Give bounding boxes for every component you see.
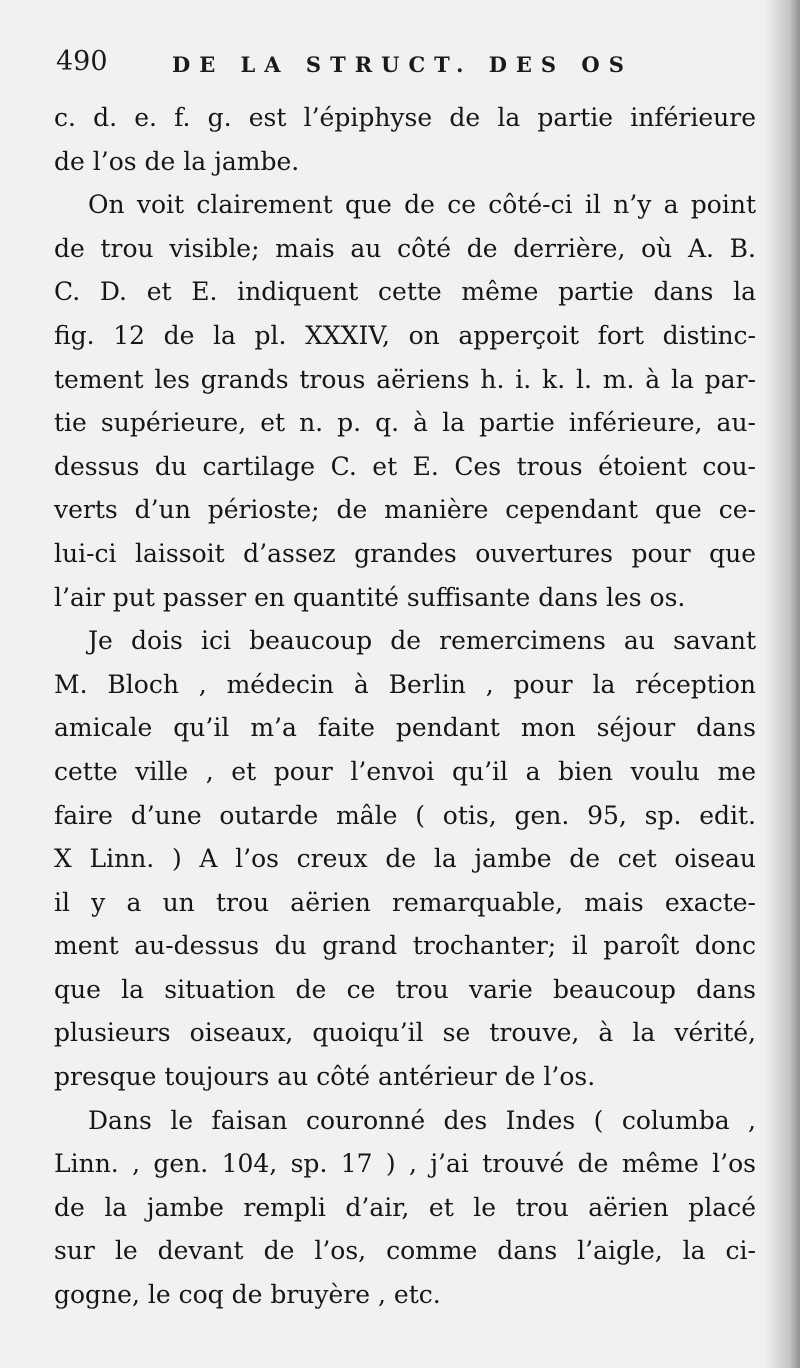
text-line: il y a un trou aërien remarquable, mais exacte- — [54, 887, 756, 917]
text-line: Linn. , gen. 104, sp. 17 ) , j’ai trouvé de même l’os — [54, 1149, 756, 1179]
text-line: Je dois ici beaucoup de remercimens au savant — [88, 626, 756, 656]
text-line: tement les grands trous aëriens h. i. k. l. m. à la par- — [54, 364, 756, 394]
page-header — [56, 40, 756, 84]
text-line: Dans le faisan couronné des Indes ( columba , — [88, 1105, 756, 1135]
text-line: l’air put passer en quantité suffisante dans les os. — [54, 582, 686, 612]
text-line: que la situation de ce trou varie beaucoup dans — [54, 974, 756, 1004]
text-line: sur le devant de l’os, comme dans l’aigle, la ci- — [54, 1236, 756, 1266]
text-line: plusieurs oiseaux, quoiqu’il se trouve, à la vérité, — [54, 1018, 756, 1048]
text-line: amicale qu’il m’a faite pendant mon séjour dans — [54, 713, 756, 743]
text-line: faire d’une outarde mâle ( otis, gen. 95, sp. edit. — [54, 800, 756, 830]
text-line: C. D. et E. indiquent cette même partie dans la — [54, 277, 756, 307]
text-line: M. Bloch , médecin à Berlin , pour la réception — [54, 669, 756, 699]
paragraph — [54, 1099, 756, 1317]
text-line: dessus du cartilage C. et E. Ces trous étoient cou- — [54, 451, 756, 481]
text-line: presque toujours au côté antérieur de l’os. — [54, 1062, 596, 1092]
text-line: X Linn. ) A l’os creux de la jambe de cet oiseau — [54, 844, 756, 874]
text-line: tie supérieure, et n. p. q. à la partie inférieure, au- — [54, 408, 756, 438]
text-line: de trou visible; mais au côté de derrière, où A. B. — [54, 233, 756, 263]
paragraph — [54, 96, 756, 183]
text-line: de la jambe rempli d’air, et le trou aërien placé — [54, 1192, 756, 1222]
body-text — [54, 96, 756, 1317]
text-line: lui-ci laissoit d’assez grandes ouvertures pour que — [54, 538, 756, 568]
text-line: c. d. e. f. g. est l’épiphyse de la partie inférieure — [54, 103, 756, 132]
text-line: de l’os de la jambe. — [54, 146, 300, 176]
paragraph — [54, 183, 756, 619]
text-line: On voit clairement que de ce côté-ci il n’y a point — [88, 190, 756, 220]
text-line: ment au-dessus du grand trochanter; il paroît donc — [54, 931, 756, 961]
text-line: verts d’un périoste; de manière cependant que ce- — [54, 495, 756, 525]
paragraph — [54, 619, 756, 1099]
running-head: DE LA STRUCT. DES OS — [172, 52, 633, 77]
page-edge-shadow — [764, 0, 800, 1368]
text-line: gogne, le coq de bruyère , etc. — [54, 1280, 441, 1310]
page-number: 490 — [56, 46, 108, 77]
text-line: fig. 12 de la pl. XXXIV, on apperçoit fort distinc- — [54, 320, 756, 350]
text-line: cette ville , et pour l’envoi qu’il a bien voulu me — [54, 756, 756, 786]
